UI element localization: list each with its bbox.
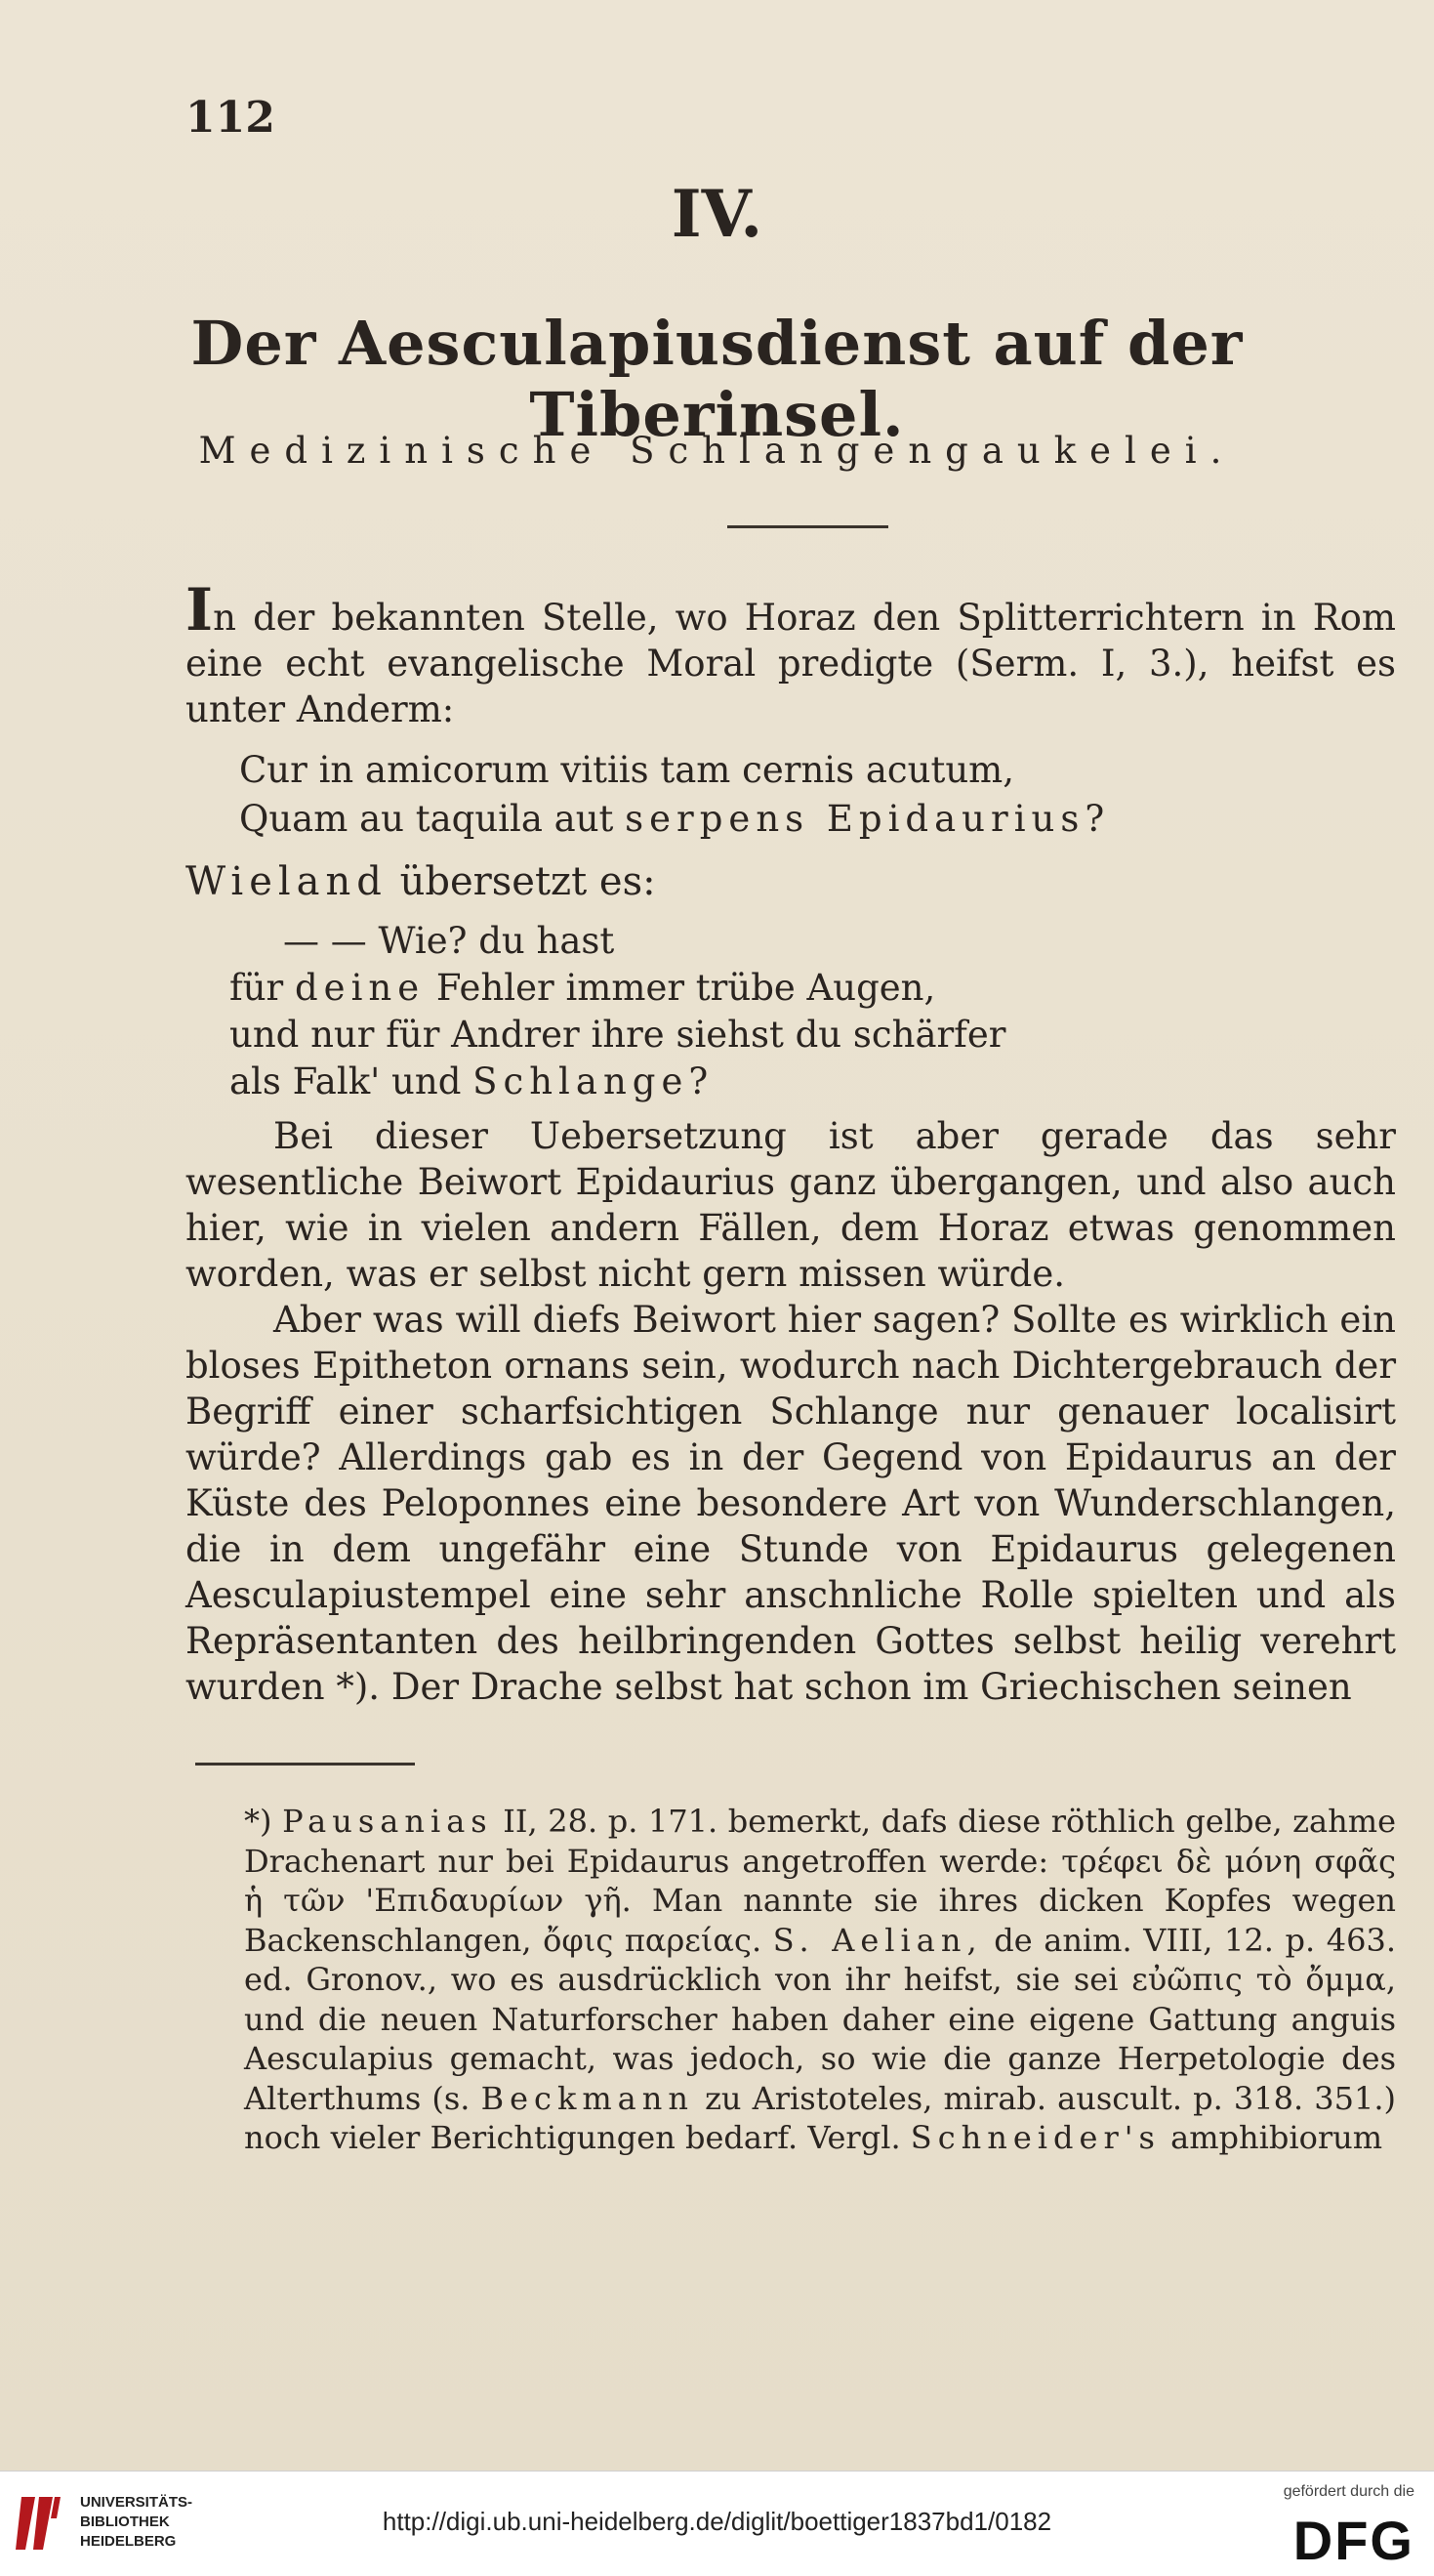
funded-by-label: gefördert durch die — [1283, 2483, 1414, 2500]
page-subtitle: Medizinische Schlangengaukelei. — [198, 430, 1236, 472]
verse-2c: Fehler immer trübe Augen, — [425, 967, 936, 1009]
verse-line-2 — [229, 965, 935, 1011]
verse-line-3: und nur für Andrer ihre siehst du schärfer — [229, 1014, 1006, 1056]
verse-line-4 — [229, 1059, 708, 1104]
verse-2-emphasis: deine — [294, 967, 426, 1009]
university-line-2: BIBLIOTHEK — [80, 2514, 170, 2530]
footnote-marker: *) — [244, 1803, 272, 1840]
page-title: Der Aesculapiusdienst auf der Tiberinsel. — [190, 308, 1244, 450]
wieland-name: Wieland — [185, 859, 388, 904]
paragraph-3: Aber was will diefs Beiwort hier sagen? Sollte es wirklich ein bloses Epitheton ornans sein, wodurch nach Dichtergebrauch der Begriff einer scharfsichtigen Schlange nur genauer localisirt würde? Allerdings gab es in der Gegend von Epidaurus an der Küste des Peloponnes eine besondere Art von Wunderschlangen, die in dem ungefähr eine Stunde von Epidaurus gelegenen Aesculapiustempel eine sehr anschnliche Rolle spielten und als Repräsentanten des heilbringenden Gottes selbst heilig verehrt wurden *). Der Drache selbst hat schon im Griechischen seinen — [185, 1299, 1396, 1708]
latin-line-1: Cur in amicorum vitiis tam cernis acutum, — [239, 749, 1015, 791]
footnote-beckmann: Beckmann — [480, 2079, 694, 2117]
university-line-1: UNIVERSITÄTS- — [80, 2494, 193, 2511]
footnote-aelian: S. Aelian, — [772, 1921, 983, 1959]
verse-4-emphasis: Schlange — [472, 1060, 689, 1102]
footnote-text-4: amphibiorum — [1160, 2119, 1383, 2156]
footnote-schneider: Schneider's — [910, 2119, 1161, 2156]
footnote-author: Pausanias — [282, 1803, 493, 1840]
paragraph-2: Bei dieser Uebersetzung ist aber gerade das sehr wesentliche Beiwort Epidaurius ganz übergangen, und also auch hier, wie in vielen andern Fällen, dem Horaz etwas genommen worden, was er selbst nicht gern missen würde. — [185, 1115, 1396, 1295]
footnote-text-2: de anim. VIII, 12. p. 463. ed. Gronov., wo es ausdrücklich von ihr heifst, sie sei εὐῶπις τὸ ὄμμα, und die neuen Naturforscher haben daher eine eigene Gattung anguis Aesculapius gemacht, was jedoch, so wie die ganze Herpetologie des Alterthums (s. — [244, 1921, 1397, 2117]
verse-line-1: — — Wie? du hast — [283, 920, 615, 962]
latin-line-2c: ? — [1085, 798, 1105, 840]
verse-4a: als Falk' und — [229, 1060, 473, 1102]
university-line-3: HEIDELBERG — [80, 2533, 177, 2550]
footnote-divider — [195, 1763, 415, 1766]
page-number: 112 — [185, 93, 275, 143]
latin-emphasis: serpens Epidaurius — [625, 798, 1086, 840]
verse-4c: ? — [688, 1060, 709, 1102]
paragraph-1 — [185, 576, 1396, 732]
footnote-text-1: II, 28. p. 171. bemerkt, dafs diese röthlich gelbe, zahme Drachenart nur bei Epidaurus angetroffen werde: τρέφει δὲ μόνη σφᾶς ἡ τῶν 'Επιδαυρίων γῆ. Man nannte sie ihres dicken Kopfes wegen Backenschlangen, ὄφις παρείας. — [244, 1803, 1397, 1959]
verse-2a: für — [229, 967, 295, 1009]
latin-line-2a: Quam au taquila aut — [239, 798, 626, 840]
latin-line-2 — [239, 796, 1104, 842]
drop-cap: I — [185, 576, 214, 644]
wieland-line — [185, 859, 656, 905]
chapter-heading: IV. — [671, 176, 763, 252]
permalink-url[interactable]: http://digi.ub.uni-heidelberg.de/diglit/boettiger1837bd1/0182 — [382, 2507, 1052, 2536]
paragraph-1-text: n der bekannten Stelle, wo Horaz den Splitterrichtern in Rom eine echt evangelische Moral predigte (Serm. I, 3.), heifst es unter Anderm: — [185, 597, 1396, 730]
footnote — [244, 1802, 1396, 2158]
dfg-logo: DFG — [1292, 2510, 1414, 2571]
wieland-rest: übersetzt es: — [387, 859, 656, 904]
footer-bar — [0, 2471, 1434, 2576]
footnote-text-3: zu Aristoteles, mirab. auscult. p. 318. 351.) noch vieler Berichtigungen bedarf. Vergl. — [244, 2079, 1397, 2156]
title-divider — [727, 525, 888, 528]
